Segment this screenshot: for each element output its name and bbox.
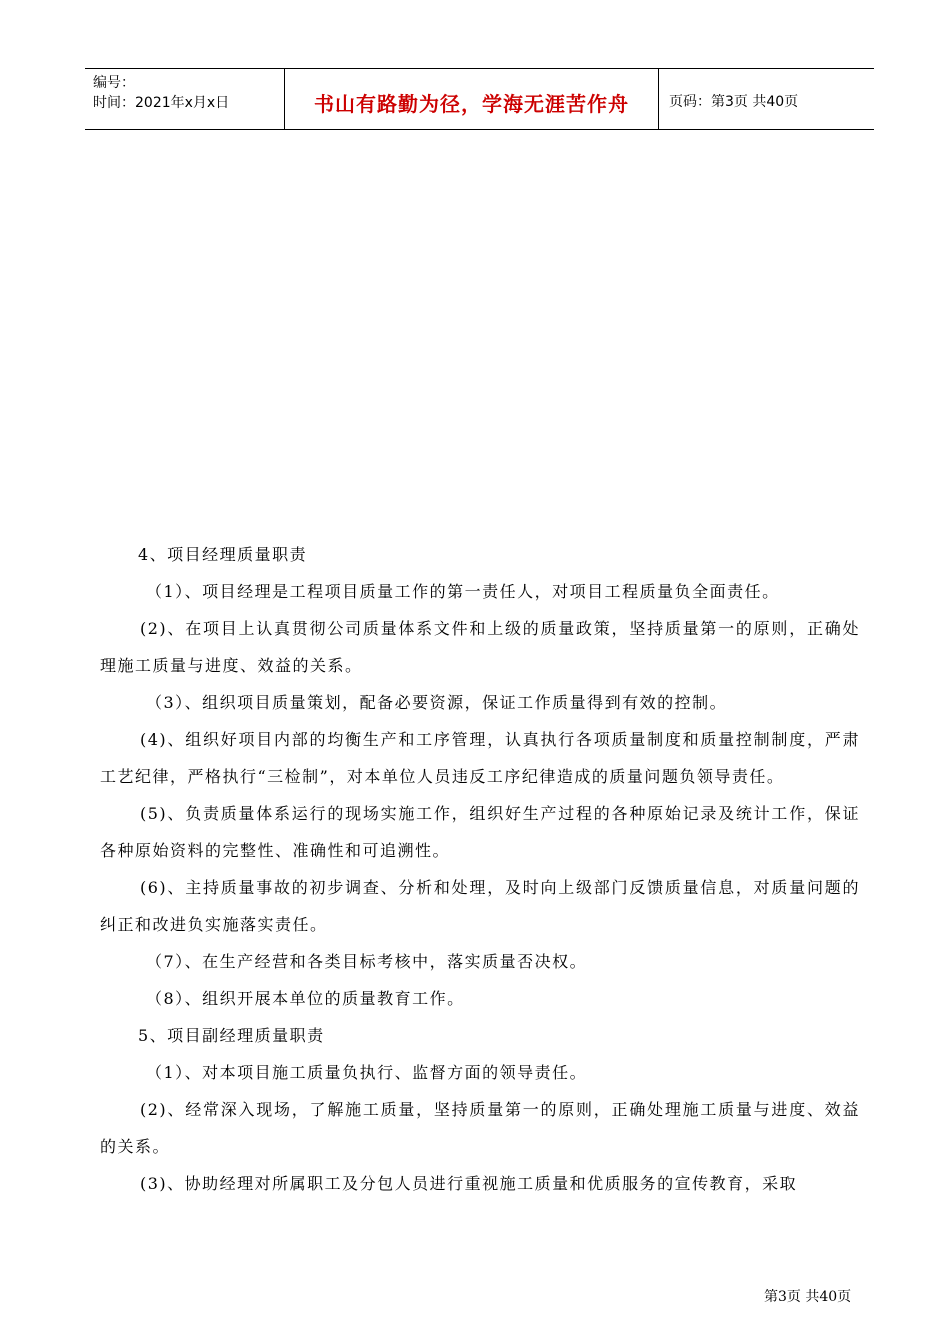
number-label: 编号： bbox=[93, 75, 135, 91]
paragraph: (2)、经常深入现场，了解施工质量，坚持质量第一的原则，正确处理施工质量与进度、效益的关系。 bbox=[100, 1100, 860, 1156]
header-motto: 书山有路勤为径，学海无涯苦作舟 bbox=[285, 69, 659, 129]
page-header bbox=[85, 68, 874, 130]
paragraph: （7）、在生产经营和各类目标考核中，落实质量否决权。 bbox=[146, 952, 588, 971]
document-body bbox=[100, 536, 860, 1202]
section-5-title: 5、项目副经理质量职责 bbox=[138, 1026, 325, 1045]
paragraph: （1）、项目经理是工程项目质量工作的第一责任人，对项目工程质量负全面责任。 bbox=[146, 582, 780, 601]
paragraph: (2)、在项目上认真贯彻公司质量体系文件和上级的质量政策，坚持质量第一的原则，正确处理施工质量与进度、效益的关系。 bbox=[100, 619, 860, 675]
paragraph: (3)、协助经理对所属职工及分包人员进行重视施工质量和优质服务的宣传教育，采取 bbox=[140, 1174, 798, 1193]
paragraph: (4)、组织好项目内部的均衡生产和工序管理，认真执行各项质量制度和质量控制制度，严肃工艺纪律，严格执行“三检制”，对本单位人员违反工序纪律造成的质量问题负领导责任。 bbox=[100, 730, 860, 786]
section-4-title: 4、项目经理质量职责 bbox=[138, 545, 308, 564]
paragraph: （3）、组织项目质量策划，配备必要资源，保证工作质量得到有效的控制。 bbox=[146, 693, 728, 712]
header-meta bbox=[85, 69, 285, 129]
paragraph: (5)、负责质量体系运行的现场实施工作，组织好生产过程的各种原始记录及统计工作，保证各种原始资料的完整性、准确性和可追溯性。 bbox=[100, 804, 860, 860]
paragraph: (6)、主持质量事故的初步调查、分析和处理，及时向上级部门反馈质量信息，对质量问题的纠正和改进负实施落实责任。 bbox=[100, 878, 860, 934]
paragraph: （8）、组织开展本单位的质量教育工作。 bbox=[146, 989, 465, 1008]
paragraph: （1）、对本项目施工质量负执行、监督方面的领导责任。 bbox=[146, 1063, 588, 1082]
header-page-label: 页码：第3页 共40页 bbox=[669, 94, 799, 110]
time-label: 时间：2021年x月x日 bbox=[93, 95, 230, 111]
page-footer: 第3页 共40页 bbox=[764, 1289, 852, 1305]
